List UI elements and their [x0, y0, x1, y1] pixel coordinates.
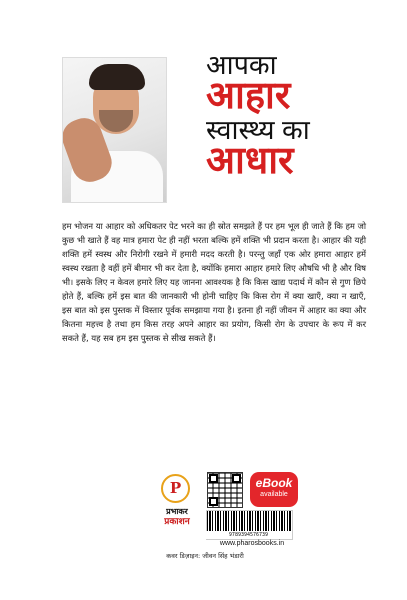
qr-finder-top-left	[209, 474, 218, 483]
title-line-2: आहार	[206, 75, 291, 117]
cover-design-credit: कवर डिज़ाइन: जीवन सिंह भंडारी	[166, 552, 244, 560]
publisher-name-line-1: प्रभाकर	[166, 507, 188, 516]
publisher-name-line-2: प्रकाशन	[164, 517, 190, 527]
ebook-badge-subtitle: available	[260, 491, 288, 498]
qr-finder-top-right	[232, 474, 241, 483]
ebook-badge	[250, 472, 298, 507]
qr-code-icon	[207, 472, 243, 508]
publisher-website: www.pharosbooks.in	[219, 540, 285, 547]
publisher-logo-icon: P	[161, 474, 190, 503]
qr-finder-bottom-left	[209, 497, 218, 506]
book-title	[206, 52, 406, 180]
publisher-name	[151, 507, 203, 528]
title-line-4: आधार	[206, 140, 294, 182]
title-line-1: आपका	[206, 50, 277, 80]
ebook-badge-title: eBook	[255, 476, 293, 490]
book-description: हम भोजन या आहार को अधिकतर पेट भरने का ही स्रोत समझते हैं पर हम भूल ही जाते हैं कि हम जो कुछ भी खाते हैं वह मात्र हमारा पेट ही नहीं भरता बल्कि हमें शक्ति भी प्रदान करता है। आहार की यही शक्ति हमें स्वस्थ और निरोगी रखने में हमारी मदद करती है। परन्तु जहाँ एक ओर हमारा आहार हमें स्वस्थ रखता है वहीं हमें बीमार भी कर देता है, क्योंकि हमारा आहार हमारे लिए औषधि भी है और विष भी। इसके लिए न केवल हमारे लिए यह जानना आवश्यक है कि किस खाद्य पदार्थ में कौन से गुण छिपे होते हैं, बल्कि हमें इस बात की जानकारी भी होनी चाहिए कि किस रोग में क्या खाएँ, क्या न खाएँ, इस बात को इस पुस्तक में विस्तार पूर्वक समझाया गया है। इतना ही नहीं जीवन में आहार का क्या और कितना महत्त्व है तथा हम किस तरह अपने आहार का प्रयोग, किसी रोग के उपचार के रूप में कर सकते हैं, यह सब हम इस पुस्तक से सीख सकते हैं।	[62, 221, 367, 343]
title-line-3: स्वास्थ्य का	[206, 115, 310, 145]
isbn-number: 9789394576739	[206, 531, 291, 539]
author-photo	[62, 57, 167, 203]
author-hair-shape	[89, 64, 145, 90]
